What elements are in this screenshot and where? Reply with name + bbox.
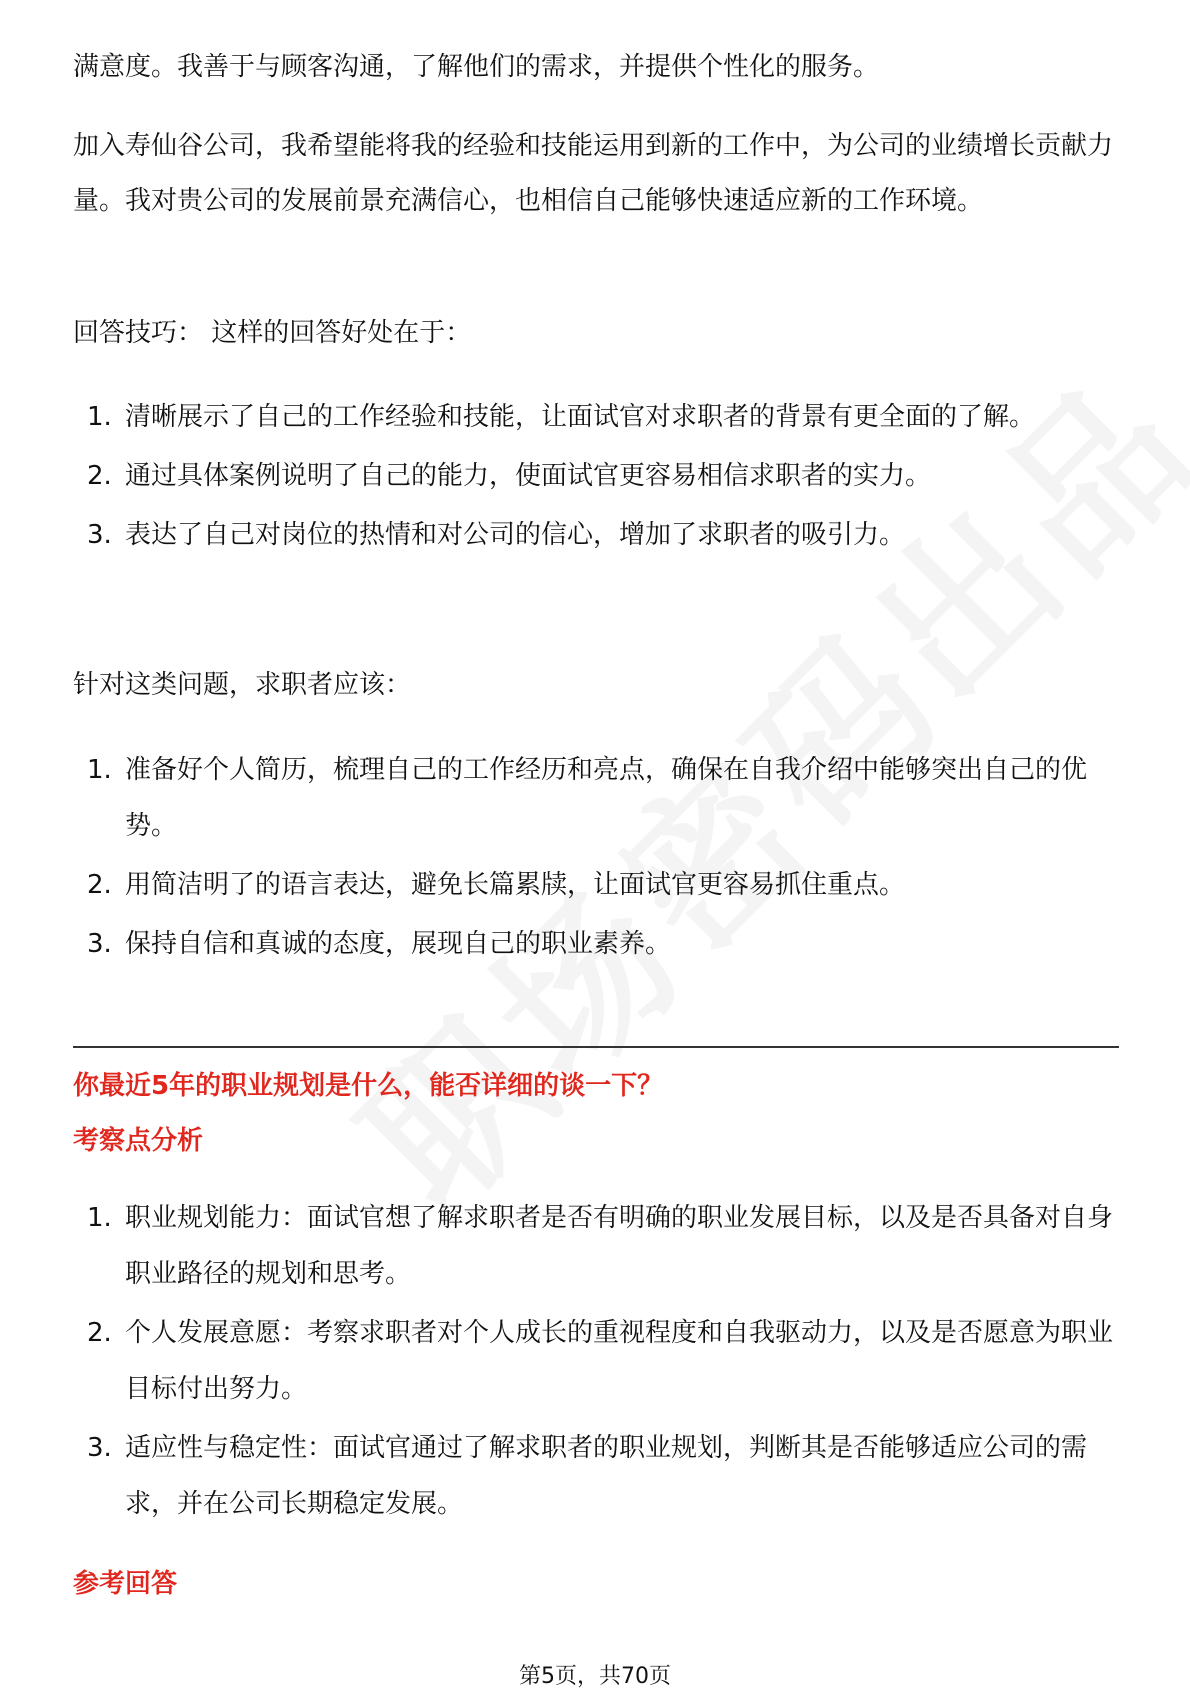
list-text: 通过具体案例说明了自己的能力，使面试官更容易相信求职者的实力。 (125, 461, 932, 491)
paragraph-answer-tips: 回答技巧： 这样的回答好处在于： (73, 318, 472, 348)
list-text: 职业规划能力：面试官想了解求职者是否有明确的职业发展目标，以及是否具备对自身职业路径的规划和思考。 (125, 1203, 1114, 1289)
analysis-heading: 考察点分析 (73, 1126, 204, 1156)
list-text: 适应性与稳定性：面试官通过了解求职者的职业规划，判断其是否能够适应公司的需求，并在公司长期稳定发展。 (125, 1433, 1088, 1519)
list-item (73, 507, 1119, 563)
list-number: 1. (87, 1203, 112, 1233)
list-number: 3. (87, 1433, 112, 1463)
list-number: 2. (87, 461, 112, 491)
list-number: 3. (87, 929, 112, 959)
answer-heading: 参考回答 (73, 1569, 178, 1599)
analysis-list (73, 1190, 1119, 1535)
question-heading: 你最近5年的职业规划是什么，能否详细的谈一下？ (73, 1071, 664, 1101)
benefits-list (73, 389, 1119, 566)
list-item (73, 742, 1119, 854)
list-number: 2. (87, 870, 112, 900)
list-number: 3. (87, 520, 112, 550)
list-text: 清晰展示了自己的工作经验和技能，让面试官对求职者的背景有更全面的了解。 (125, 402, 1036, 432)
paragraph-joining-company: 加入寿仙谷公司，我希望能将我的经验和技能运用到新的工作中，为公司的业绩增长贡献力量。我对贵公司的发展前景充满信心，也相信自己能够快速适应新的工作环境。 (73, 131, 1114, 216)
list-item (73, 1420, 1119, 1532)
list-number: 1. (87, 755, 112, 785)
paragraph-intro-end: 满意度。我善于与顾客沟通，了解他们的需求，并提供个性化的服务。 (73, 52, 880, 82)
list-item (73, 1305, 1119, 1417)
list-text: 表达了自己对岗位的热情和对公司的信心，增加了求职者的吸引力。 (125, 520, 906, 550)
list-item (73, 389, 1119, 445)
list-item (73, 448, 1119, 504)
list-number: 1. (87, 402, 112, 432)
list-item (73, 916, 1119, 972)
list-item (73, 1190, 1119, 1302)
paragraph-candidate-should: 针对这类问题，求职者应该： (73, 670, 412, 700)
list-text: 保持自信和真诚的态度，展现自己的职业素养。 (125, 929, 672, 959)
list-text: 个人发展意愿：考察求职者对个人成长的重视程度和自我驱动力，以及是否愿意为职业目标付出努力。 (125, 1318, 1114, 1404)
advice-list (73, 742, 1119, 975)
list-text: 准备好个人简历，梳理自己的工作经历和亮点，确保在自我介绍中能够突出自己的优势。 (125, 755, 1088, 841)
list-text: 用简洁明了的语言表达，避免长篇累牍，让面试官更容易抓住重点。 (125, 870, 906, 900)
list-number: 2. (87, 1318, 112, 1348)
page-footer: 第5页，共70页 (519, 1664, 671, 1689)
section-divider (73, 1046, 1119, 1048)
list-item (73, 857, 1119, 913)
